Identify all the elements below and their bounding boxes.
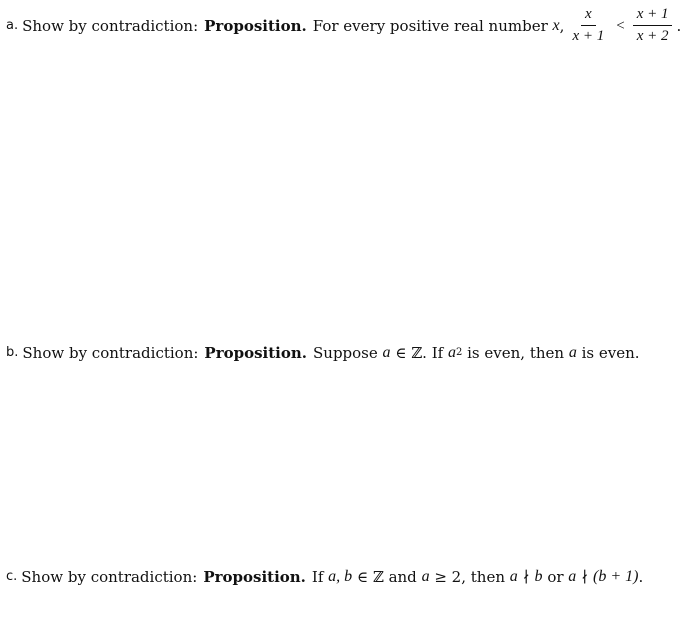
statement-text: is even, then [467,344,565,362]
statement-text: For every positive real number [312,16,548,35]
period: . [676,16,681,35]
math-expression: (b + 1) [593,568,639,585]
statement-text: If [311,568,324,586]
instruction-text: Show by contradiction: [22,344,199,362]
fraction-right [633,6,673,45]
problem-label: c. [6,569,18,584]
problem-label: b. [6,345,19,360]
math-variable: a [568,344,577,361]
proposition-keyword: Proposition. [204,16,307,35]
math-variable: a [447,344,456,361]
fraction-numerator: x [581,6,596,26]
math-variable: x [552,16,560,34]
math-variable: a [568,568,577,585]
problem-c [6,567,643,587]
inequality: ≥ 2, then [434,568,505,586]
problem-a [6,6,681,45]
statement-text: If [431,344,444,362]
set-membership: ∈ ℤ [356,568,384,586]
fraction-denominator: x + 1 [572,28,605,44]
less-than-symbol: < [616,17,625,34]
fraction-numerator: x + 1 [633,6,673,26]
problem-label: a. [6,17,19,33]
comma: , [559,16,565,35]
statement-text: or [547,568,564,586]
instruction-text: Show by contradiction: [22,16,199,35]
math-variable: a [421,568,430,585]
period: . [638,568,644,586]
proposition-keyword: Proposition. [203,568,306,586]
statement-text: Suppose [313,344,378,362]
proposition-keyword: Proposition. [204,344,308,362]
fraction-left [568,6,608,45]
instruction-text: Show by contradiction: [21,568,198,586]
problem-b: b. Show by contradiction: Proposition. Suppose a ∈ ℤ. If a 2 is even, then a is even. [6,344,640,362]
math-variable: b [534,568,543,585]
math-variable: a [382,344,391,361]
math-variable: a [509,568,518,585]
set-membership: ∈ ℤ. [395,344,427,362]
statement-text: and [388,568,417,586]
math-variables: a, b [328,568,353,585]
not-divides-symbol: ∤ [522,568,530,586]
not-divides-symbol: ∤ [581,568,589,586]
fraction-denominator: x + 2 [636,28,669,44]
statement-text: is even. [581,344,640,362]
